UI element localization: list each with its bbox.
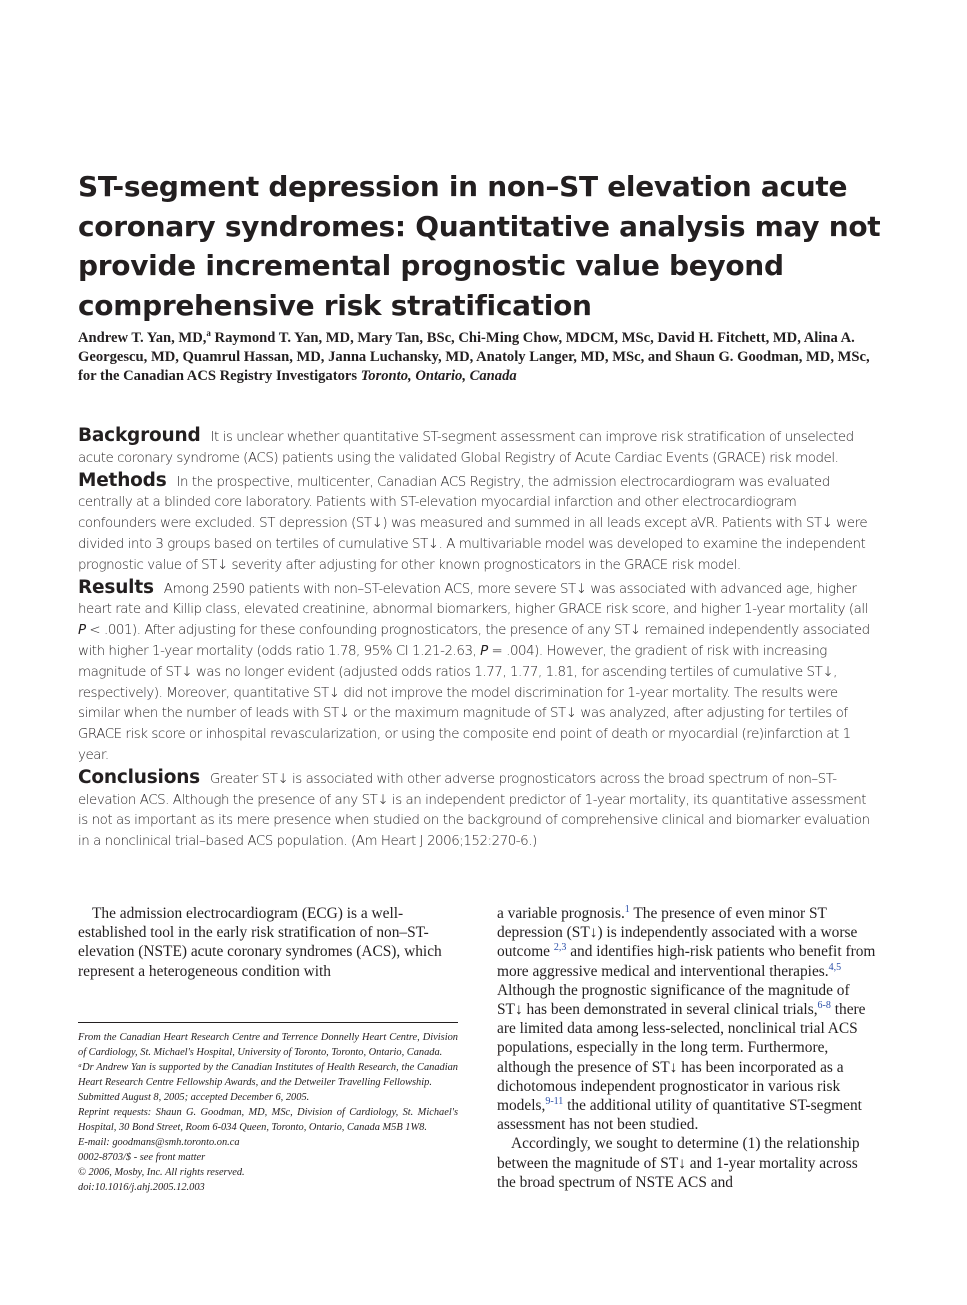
background-text: It is unclear whether quantitative ST-segment assessment can improve risk stratification of unselected acute coronary syndrome (ACS) patients using the validated Global Registry of Acute Cardiac Events (GRACE) risk model. [78, 430, 854, 466]
footnote-copyright: © 2006, Mosby, Inc. All rights reserved. [78, 1167, 245, 1178]
results-text-b: < .001). After adjusting for these confounding prognosticators, the presence of any ST↓ remained independently associated with higher 1-year mortality (odds ratio 1.78, 95% CI 1.21-2.63, [78, 623, 870, 659]
body-text: and identifies high-risk patients who benefit from more aggressive medical and interventional therapies. [497, 943, 876, 980]
abstract-conclusions [78, 768, 878, 853]
footnote-submitted: Submitted August 8, 2005; accepted December 6, 2005. [78, 1092, 310, 1103]
footnote-divider [78, 1022, 458, 1023]
footnote-doi: doi:10.1016/j.ahj.2005.12.003 [78, 1182, 205, 1193]
results-text-a: Among 2590 patients with non–ST-elevation ACS, more severe ST↓ was associated with advanced age, higher heart rate and Killip class, elevated creatinine, abnormal biomarkers, higher GRACE risk score, and higher 1-year mortality (all [78, 581, 868, 618]
conclusions-text: Greater ST↓ is associated with other adverse prognosticators across the broad spectrum of non–ST-elevation ACS. Although the presence of any ST↓ is an independent predictor of 1-year mortality, its quantitative assessment is not as important as its mere presence when studied on the background of comprehensive clinical and biomarker evaluation in a nonclinical trial–based ACS population. (Am Heart J 2006;152:270-6.) [78, 771, 870, 850]
footnote-issn: 0002-8703/$ - see front matter [78, 1152, 206, 1163]
results-p-symbol: P [78, 623, 86, 639]
affiliation-mark: a [206, 328, 211, 339]
body-text: Although the prognostic significance of the magnitude of ST↓ has been demonstrated in several clinical trials, [497, 981, 850, 1019]
author-list [78, 329, 888, 386]
body-paragraph: Accordingly, we sought to determine (1) the relationship between the magnitude of ST↓ and 1-year mortality across the broad spectrum of NSTE ACS and [497, 1135, 860, 1191]
abstract-background [78, 426, 878, 470]
footnote-affiliation: From the Canadian Heart Research Centre and Terrence Donnelly Heart Centre, Division of Cardiology, St. Michael's Hospital, University of Toronto, Toronto, Ontario, Canada. [78, 1032, 458, 1058]
first-author: Andrew T. Yan, MD, [78, 330, 207, 346]
body-column-right [497, 904, 877, 1192]
body-text: the additional utility of quantitative ST-segment assessment has not been studied. [497, 1097, 862, 1134]
results-p-symbol: P [480, 643, 488, 659]
body-column-left [78, 904, 458, 981]
other-authors: Raymond T. Yan, MD, Mary Tan, BSc, Chi-Ming Chow, MDCM, MSc, David H. Fitchett, MD, Alina A. Georgescu, MD, Quamrul Hassan, MD, Janna Luchansky, MD, Anatoly Langer, MD, MSc, and Shaun G. Goodman, MD, MSc, for the Canadian ACS Registry Investigators [78, 330, 870, 384]
body-paragraph [497, 904, 877, 1134]
reference-link[interactable]: 1 [624, 903, 630, 915]
abstract-methods [78, 471, 878, 577]
reference-link[interactable]: 9-11 [545, 1095, 564, 1107]
body-text: a variable prognosis. [497, 905, 625, 922]
reference-link[interactable]: 2,3 [553, 942, 567, 954]
results-text-c: = .004). However, the gradient of risk with increasing magnitude of ST↓ was no longer evident (adjusted odds ratios 1.77, 1.77, 1.81, for ascending tertiles of cumulative ST↓, respectively). Moreover, quantitative ST↓ did not improve the model discrimination for 1-year mortality. The results were similar when the number of leads with ST↓ or the maximum magnitude of ST↓ was analyzed, after adjusting for tertiles of GRACE risk score or inhospital revascularization, or using the composite end point of death or myocardial (re)infarction at 1 year. [78, 643, 851, 763]
conclusions-heading: Conclusions [78, 766, 200, 788]
reference-link[interactable]: 4,5 [828, 961, 842, 973]
abstract [78, 426, 878, 854]
body-text: The presence of even minor ST depression (ST↓) is independently associated with a worse outcome [497, 905, 858, 961]
footnotes [78, 1030, 458, 1195]
body-paragraph: The admission electrocardiogram (ECG) is a well-established tool in the early risk stratification of non–ST-elevation (NSTE) acute coronary syndromes (ACS), which represent a heterogeneous condition with [78, 905, 442, 980]
article-title: ST-segment depression in non–ST elevation acute coronary syndromes: Quantitative analysis may not provide incremental prognostic value beyond comprehensive risk stratification [78, 170, 881, 322]
background-heading: Background [78, 425, 201, 446]
abstract-results [78, 578, 878, 767]
footnote-reprint: Reprint requests: Shaun G. Goodman, MD, MSc, Division of Cardiology, St. Michael's Hospital, 30 Bond Street, Room 6-034 Queen, Toronto, Ontario, Canada M5B 1W8. [78, 1107, 458, 1133]
body-text: there are limited data among less-selected, nonclinical trial ACS populations, especially in the long term. Furthermore, although the presence of ST↓ has been incorporated as a dichotomous independent prognosticator in various risk models, [497, 1001, 866, 1115]
reference-link[interactable]: 6-8 [817, 999, 831, 1011]
footnote-support: ᵃDr Andrew Yan is supported by the Canadian Institutes of Health Research, the Canadian Heart Research Centre Fellowship Awards, and the Detweiler Travelling Fellowship. [78, 1062, 458, 1088]
footnote-email: E-mail: goodmans@smh.toronto.on.ca [78, 1137, 240, 1148]
methods-text: In the prospective, multicenter, Canadian ACS Registry, the admission electrocardiogram was evaluated centrally at a blinded core laboratory. Patients with ST-elevation myocardial infarction and other electrocardiogram confounders were excluded. ST depression (ST↓) was measured and summed in all leads except aVR. Patients with ST↓ were divided into 3 groups based on tertiles of cumulative ST↓. A multivariable model was developed to examine the independent prognostic value of ST↓ severity after adjusting for other known prognosticators in the GRACE risk model. [78, 474, 868, 573]
results-heading: Results [78, 576, 154, 598]
author-location: Toronto, Ontario, Canada [360, 368, 517, 384]
methods-heading: Methods [78, 469, 167, 491]
